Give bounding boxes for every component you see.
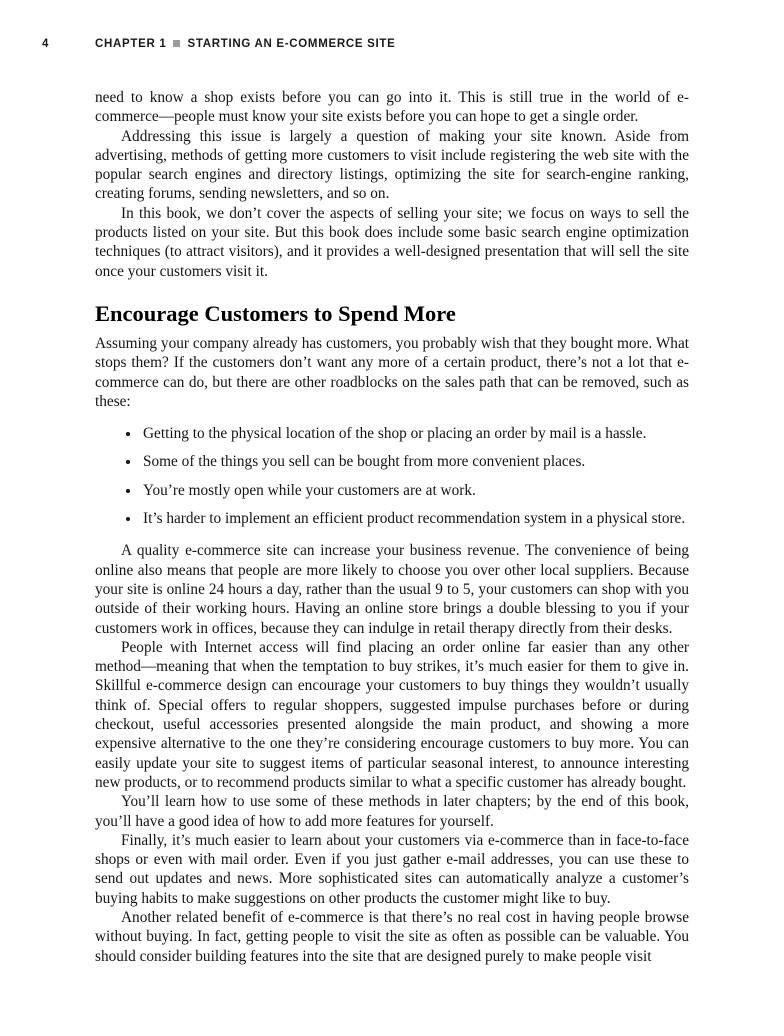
paragraph: need to know a shop exists before you can go into it. This is still true in the world of e-commerce—people must know your site exists before you can hope to get a single order. [95,89,689,126]
running-head [95,38,396,50]
paragraph: People with Internet access will find placing an order online far easier than any other method—meaning that when the temptation to buy strikes, it’s much easier for them to give in. Skillful e-commerce design can encourage your customers to buy things they wouldn’t usually think of. Special offers to regular shoppers, suggested impulse purchases before or during checkout, useful accessories presented alongside the main product, and showing a more expensive alternative to the one they’re considering encourage customers to buy more. You can easily update your site to suggest items of particular seasonal interest, to announce interesting new products, or to recommend products similar to what a specific customer has already bought. [95,638,689,791]
paragraph: Addressing this issue is largely a question of making your site known. Aside from advertising, methods of getting more customers to visit include registering the web site with the popular search engines and directory listings, optimizing the site for search-engine ranking, creating forums, sending newsletters, and so on. [95,127,689,203]
page-header [0,38,784,54]
chapter-title: STARTING AN E-COMMERCE SITE [187,38,396,50]
paragraph: Another related benefit of e-commerce is that there’s no real cost in having people browse without buying. In fact, getting people to visit the site as often as possible can be valuable. You should consider building features into the site that are designed purely to make people visit [95,908,689,965]
page-body [95,88,689,966]
page-number: 4 [42,38,50,50]
paragraph: A quality e-commerce site can increase your business revenue. The convenience of being online also means that people are more likely to choose you over other local suppliers. Because your site is online 24 hours a day, rather than the usual 9 to 5, your customers can shop with you outside of their working hours. Having an online store brings a double blessing to you if your customers work in offices, because they can indulge in retail therapy directly from their desks. [95,542,689,637]
list-item: • Some of the things you sell can be bought from more convenient places. [141,452,689,471]
paragraph: You’ll learn how to use some of these methods in later chapters; by the end of this book, you’ll have a good idea of how to add more features for yourself. [95,793,689,830]
list-item: • You’re mostly open while your customers are at work. [141,481,689,500]
chapter-label: CHAPTER 1 [95,38,167,50]
paragraph: Finally, it’s much easier to learn about your customers via e-commerce than in face-to-face shops or even with mail order. Even if you just gather e-mail addresses, you can use these to send out updates and news. More sophisticated sites can automatically analyze a customer’s buying habits to make suggestions on other products the customer might like to buy. [95,831,689,907]
list-item: • Getting to the physical location of the shop or placing an order by mail is a hassle. [141,424,689,443]
paragraph: Assuming your company already has customers, you probably wish that they bought more. What stops them? If the customers don’t want any more of a certain product, there’s not a lot that e-commerce can do, but there are other roadblocks on the sales path that can be removed, such as these: [95,334,689,410]
paragraph: In this book, we don’t cover the aspects of selling your site; we focus on ways to sell the products listed on your site. But this book does include some basic search engine optimization techniques (to attract visitors), and it provides a well-designed presentation that will sell the site once your customers visit it. [95,204,689,280]
bullet-list [95,424,689,528]
section-heading: Encourage Customers to Spend More [95,300,456,326]
separator-square-icon [173,40,180,47]
list-item: • It’s harder to implement an efficient product recommendation system in a physical store. [141,509,689,528]
